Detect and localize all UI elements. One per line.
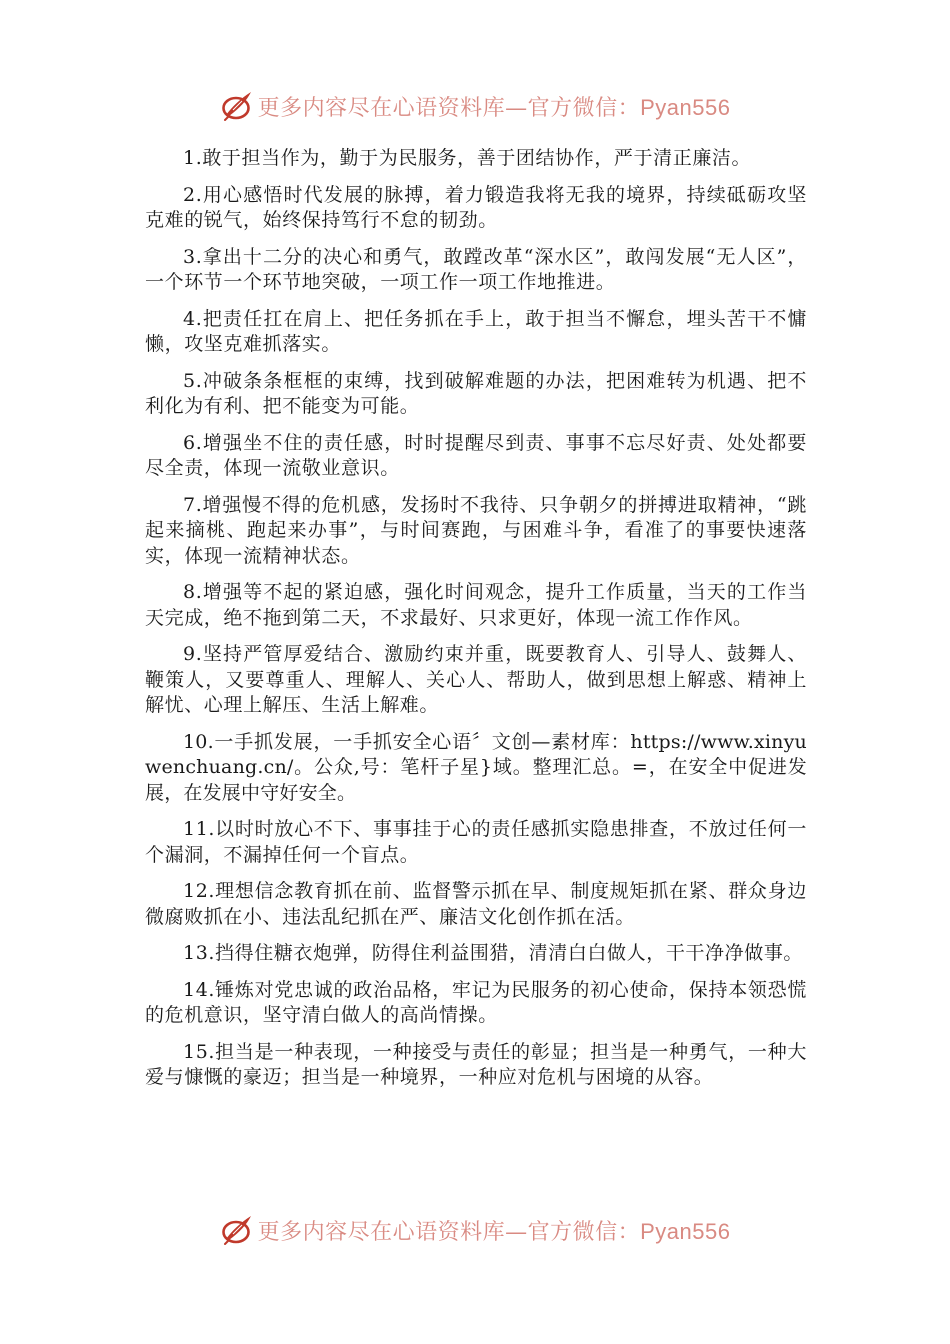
list-item: 15.担当是一种表现，一种接受与责任的彰显；担当是一种勇气，一种大爱与慷慨的豪迈；担当是一种境界，一种应对危机与困境的从容。 (145, 1040, 807, 1088)
list-item: 4.把责任扛在肩上、把任务抓在手上，敢于担当不懈怠，埋头苦干不慵懒，攻坚克难抓落实。 (145, 307, 807, 355)
list-item: 1.敢于担当作为，勤于为民服务，善于团结协作，严于清正廉洁。 (183, 147, 752, 169)
list-item: 8.增强等不起的紧迫感，强化时间观念，提升工作质量，当天的工作当天完成，绝不拖到第二天，不求最好、只求更好，体现一流工作作风。 (145, 581, 807, 629)
list-item: 10.一手抓发展，一手抓安全心语〞文创—素材库：https://www.xinyuwenchuang.cn/。公众,号：笔杆子星}域。整理汇总。=，在安全中促进发展，在发展中守好安全。 (145, 730, 807, 804)
list-item: 11.以时时放心不下、事事挂于心的责任感抓实隐患排查，不放过任何一个漏洞，不漏掉任何一个盲点。 (145, 818, 807, 866)
banner-text: 更多内容尽在心语资料库—官方微信：Pyan556 (257, 94, 731, 121)
banner-text: 更多内容尽在心语资料库—官方微信：Pyan556 (257, 1218, 731, 1245)
list-item: 5.冲破条条框框的束缚，找到破解难题的办法，把困难转为机遇、把不利化为有利、把不能变为可能。 (145, 369, 807, 417)
list-item: 14.锤炼对党忠诚的政治品格，牢记为民服务的初心使命，保持本领恐慌的危机意识，坚守清白做人的高尚情操。 (145, 978, 807, 1026)
list-item: 2.用心感悟时代发展的脉搏，着力锻造我将无我的境界，持续砥砺攻坚克难的锐气，始终保持笃行不怠的韧劲。 (145, 183, 807, 231)
list-item: 6.增强坐不住的责任感，时时提醒尽到责、事事不忘尽好责、处处都要尽全责，体现一流敬业意识。 (145, 431, 807, 479)
list-item: 13.挡得住糖衣炮弹，防得住利益围猎，清清白白做人，干干净净做事。 (183, 942, 804, 964)
wechat-id: Pyan556 (640, 1218, 731, 1244)
header-banner (0, 84, 950, 128)
quill-logo-icon (220, 1213, 254, 1247)
list-item: 7.增强慢不得的危机感，发扬时不我待、只争朝夕的拼搏进取精神，“跳起来摘桃、跑起来办事”，与时间赛跑，与困难斗争，看准了的事要快速落实，体现一流精神状态。 (145, 493, 807, 567)
list-item: 9.坚持严管厚爱结合、激励约束并重，既要教育人、引导人、鼓舞人、鞭策人，又要尊重人、理解人、关心人、帮助人，做到思想上解惑、精神上解忧、心理上解压、生活上解难。 (145, 643, 807, 716)
document-body (145, 146, 807, 1102)
wechat-id: Pyan556 (640, 94, 731, 120)
footer-banner (0, 1208, 950, 1252)
list-item: 3.拿出十二分的决心和勇气，敢蹚改革“深水区”，敢闯发展“无人区”，一个环节一个环节地突破，一项工作一项工作地推进。 (145, 245, 807, 293)
quill-logo-icon (220, 89, 254, 123)
list-item: 12.理想信念教育抓在前、监督警示抓在早、制度规矩抓在紧、群众身边微腐败抓在小、违法乱纪抓在严、廉洁文化创作抓在活。 (145, 880, 807, 928)
